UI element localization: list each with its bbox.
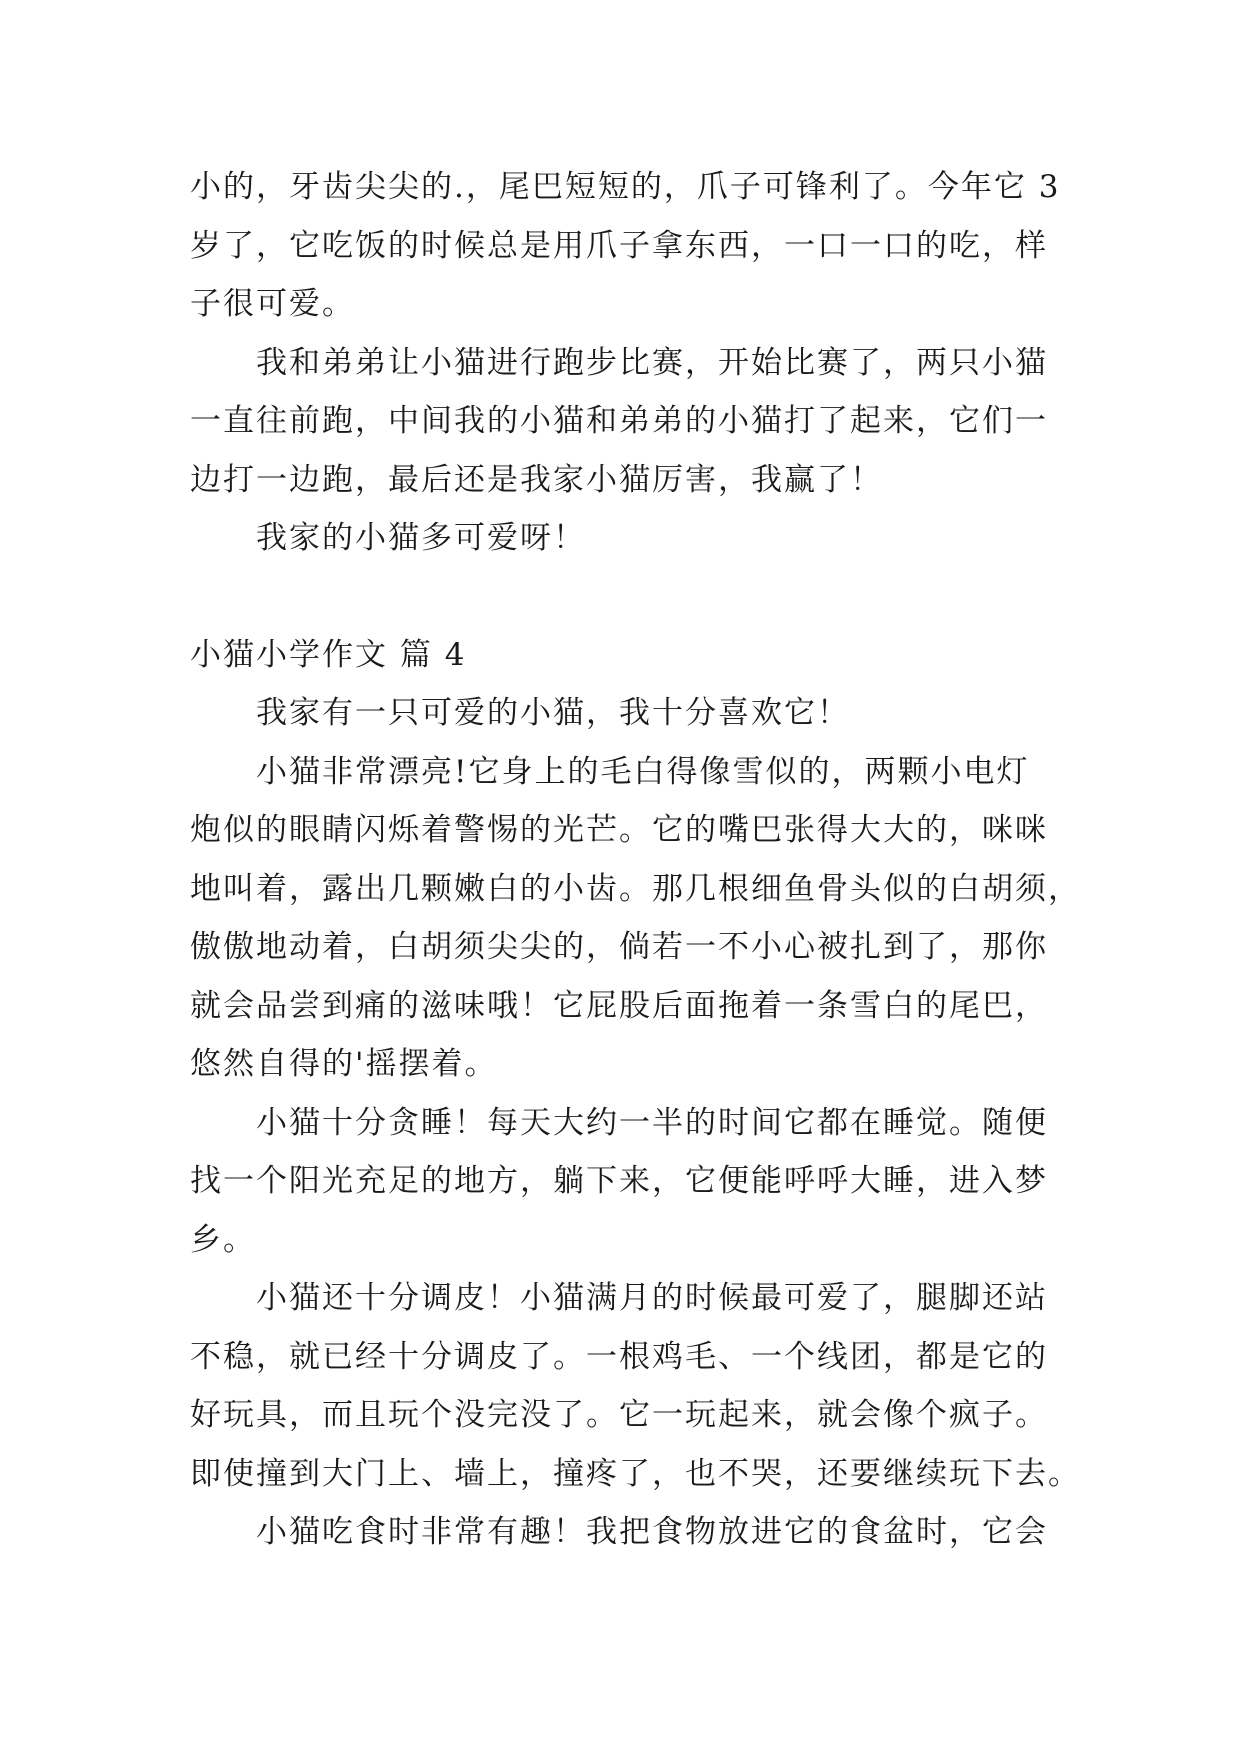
text-line: 地叫着，露出几颗嫩白的小齿。那几根细鱼骨头似的白胡须， <box>190 870 1081 907</box>
section-gap <box>190 568 1070 626</box>
text-line: 悠然自得的'摇摆着。 <box>190 1046 498 1082</box>
paragraph-continued <box>190 158 1070 334</box>
text-line: 就会品尝到痛的滋味哦！它屁股后面拖着一条雪白的尾巴， <box>190 987 1048 1024</box>
paragraph-sleepy <box>190 1094 1070 1270</box>
document-body <box>190 158 1081 1562</box>
text-line: 我家有一只可爱的小猫，我十分喜欢它！ <box>256 695 850 731</box>
text-line: 岁了，它吃饭的时候总是用爪子拿东西，一口一口的吃，样 <box>190 227 1048 264</box>
paragraph-appearance <box>190 743 1081 1094</box>
text-line: 不稳，就已经十分调皮了。一根鸡毛、一个线团，都是它的 <box>190 1338 1048 1375</box>
section-heading: 小猫小学作文 篇 4 <box>190 636 467 673</box>
text-line: 乡。 <box>190 1221 256 1258</box>
paragraph-naughty <box>190 1269 1081 1503</box>
text-line: 小猫吃食时非常有趣！我把食物放进它的食盆时，它会 <box>256 1514 1048 1550</box>
text-line: 我和弟弟让小猫进行跑步比赛，开始比赛了，两只小猫 <box>256 344 1048 381</box>
text-line: 子很可爱。 <box>190 286 355 322</box>
text-line: 边打一边跑，最后还是我家小猫厉害，我赢了！ <box>190 461 883 498</box>
text-line: 小猫还十分调皮！小猫满月的时候最可爱了，腿脚还站 <box>256 1280 1048 1316</box>
text-line: 小的，牙齿尖尖的.，尾巴短短的，爪子可锋利了。今年它 3 <box>190 169 1061 205</box>
paragraph-eating <box>190 1503 1070 1562</box>
text-line: 好玩具，而且玩个没完没了。它一玩起来，就会像个疯子。 <box>190 1397 1048 1433</box>
text-line: 炮似的眼睛闪烁着警惕的光芒。它的嘴巴张得大大的，咪咪 <box>190 812 1048 848</box>
paragraph-intro <box>190 684 1070 743</box>
text-line: 傲傲地动着，白胡须尖尖的，倘若一不小心被扎到了，那你 <box>190 929 1048 965</box>
text-line: 小猫十分贪睡！每天大约一半的时间它都在睡觉。随便 <box>256 1104 1048 1141</box>
paragraph-conclusion <box>190 509 1070 568</box>
text-line: 即使撞到大门上、墙上，撞疼了，也不哭，还要继续玩下去。 <box>190 1455 1081 1492</box>
text-line: 找一个阳光充足的地方，躺下来，它便能呼呼大睡，进入梦 <box>190 1163 1048 1199</box>
paragraph-race <box>190 334 1070 510</box>
text-line: 小猫非常漂亮!它身上的毛白得像雪似的，两颗小电灯 <box>256 753 1030 790</box>
text-line: 我家的小猫多可爱呀！ <box>256 520 586 556</box>
text-line: 一直往前跑，中间我的小猫和弟弟的小猫打了起来，它们一 <box>190 403 1048 439</box>
